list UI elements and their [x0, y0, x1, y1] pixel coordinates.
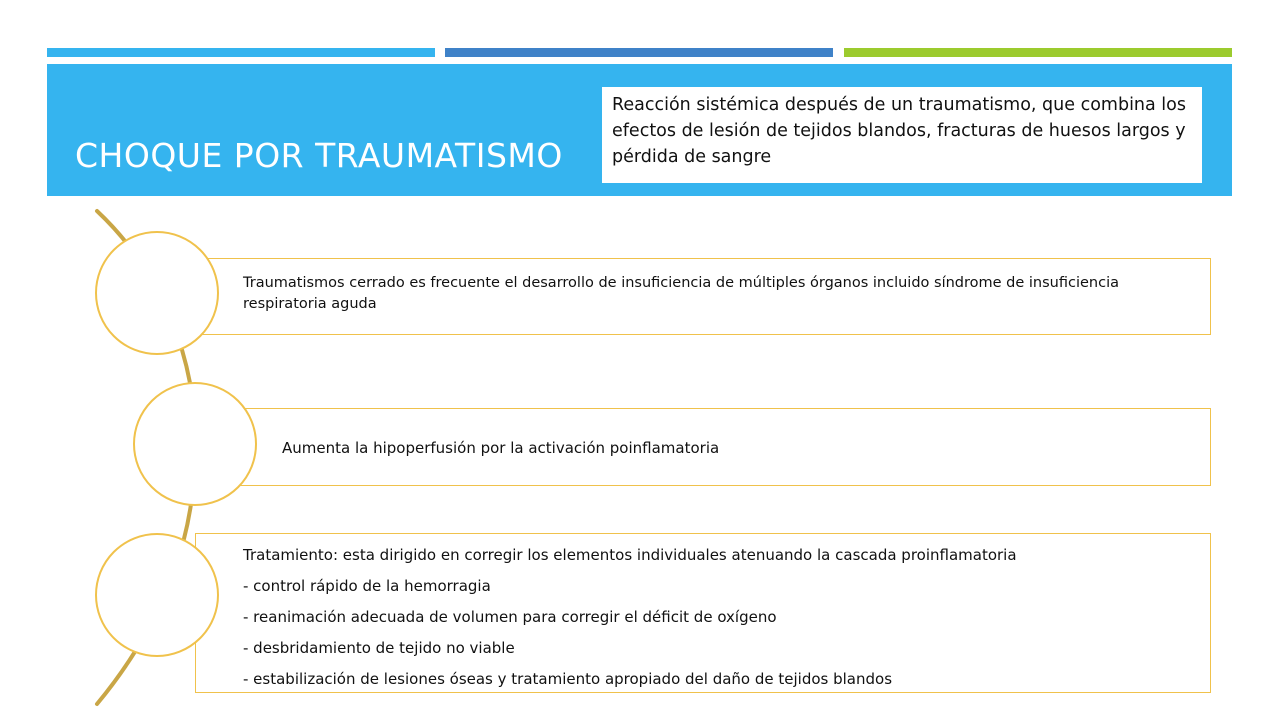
info-text-2: Aumenta la hipoperfusión por la activación poinflamatoria [282, 439, 720, 457]
list-item: - estabilización de lesiones óseas y tratamiento apropiado del daño de tejidos blandos [243, 670, 893, 688]
info-text-1: Traumatismos cerrado es frecuente el desarrollo de insuficiencia de múltiples órganos incluido síndrome de insuficiencia respiratoria aguda [243, 275, 1119, 312]
info-box-2 [195, 408, 1211, 486]
slide-title: CHOQUE POR TRAUMATISMO [75, 136, 563, 175]
list-item: - control rápido de la hemorragia [243, 577, 491, 595]
info-box-3 [195, 533, 1211, 693]
bullet-circle-3 [95, 533, 219, 657]
list-item: Tratamiento: esta dirigido en corregir los elementos individuales atenuando la cascada proinflamatoria [243, 546, 1017, 564]
info-box-1 [195, 258, 1211, 335]
bullet-circle-2 [133, 382, 257, 506]
bullet-circle-1 [95, 231, 219, 355]
definition-box: Reacción sistémica después de un traumatismo, que combina los efectos de lesión de tejidos blandos, fracturas de huesos largos y pérdida de sangre [602, 87, 1202, 183]
list-item: - desbridamiento de tejido no viable [243, 639, 515, 657]
list-item: - reanimación adecuada de volumen para corregir el déficit de oxígeno [243, 608, 777, 626]
treatment-list [243, 540, 1193, 695]
